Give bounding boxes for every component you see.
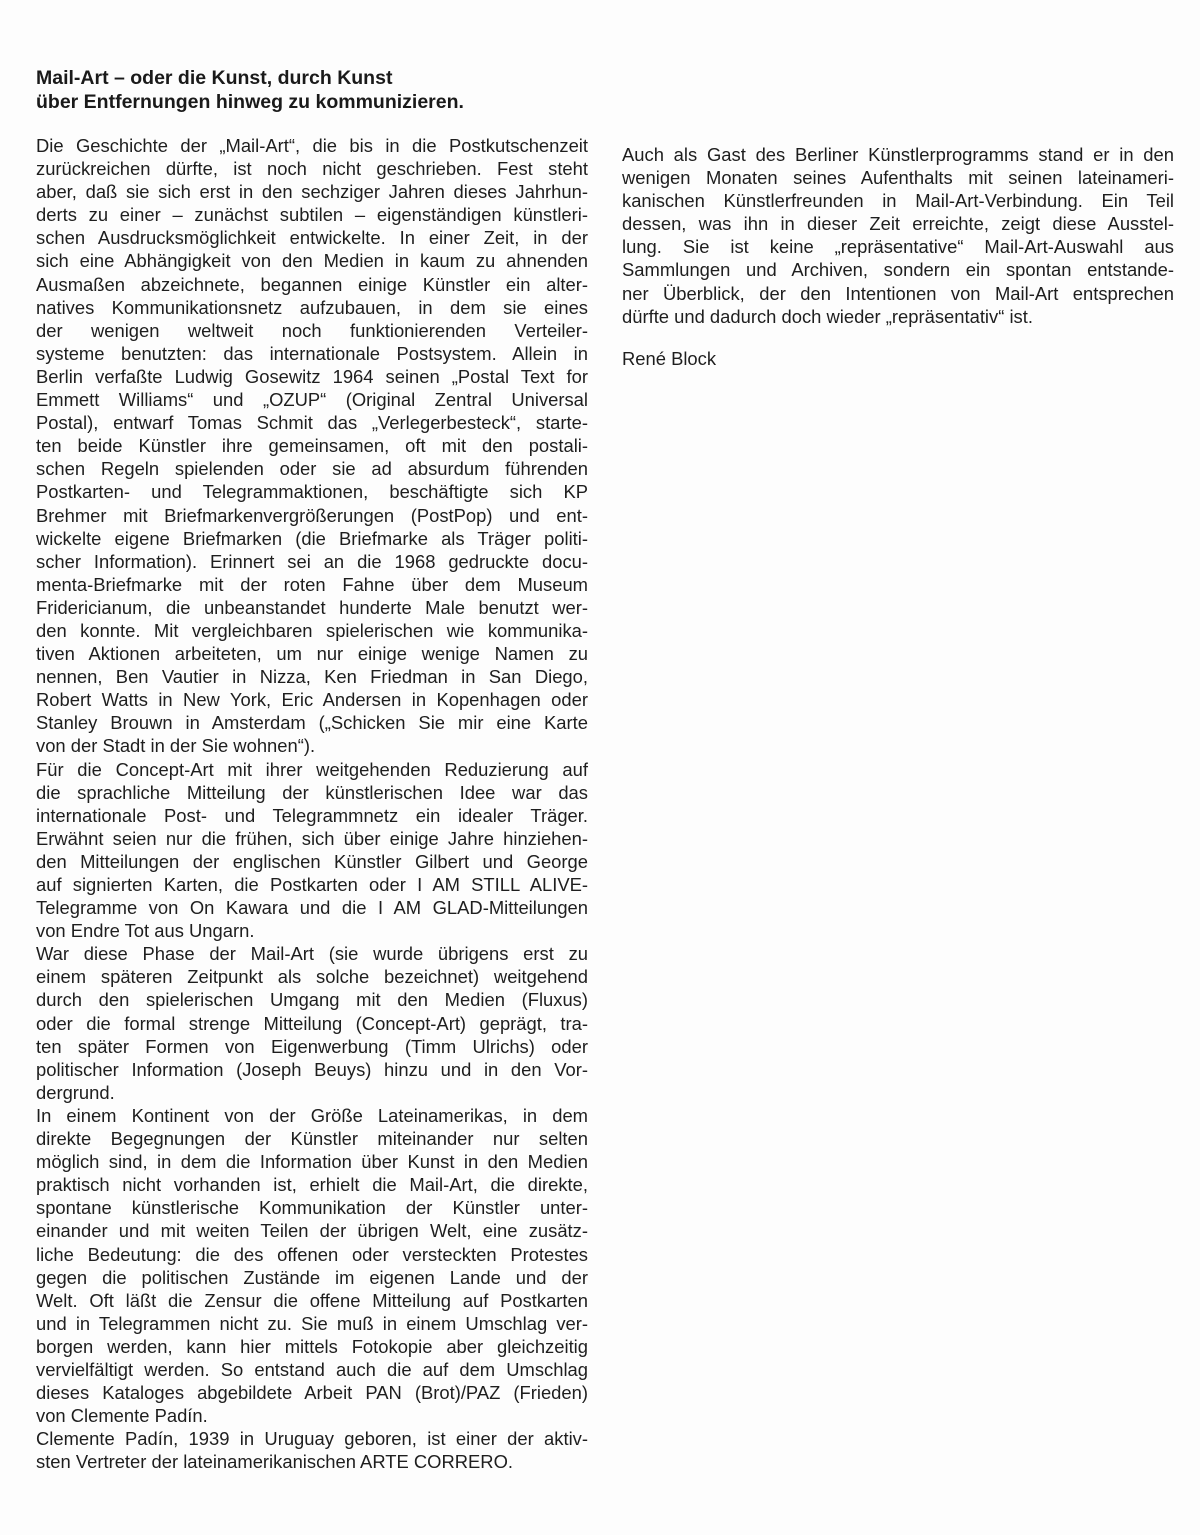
text-line: sten Vertreter der lateinamerikanischen ARTE CORRERO. xyxy=(36,1451,513,1473)
text-line: internationale Post- und Telegrammnetz ein idealer Träger. xyxy=(36,804,588,826)
left-text-column xyxy=(36,134,588,1473)
text-line: kanischen Künstlerfreunden in Mail-Art-Verbindung. Ein Teil xyxy=(622,190,1174,212)
text-line: Clemente Padín, 1939 in Uruguay geboren, ist einer der aktiv- xyxy=(36,1428,588,1450)
text-line: natives Kommunikationsnetz aufzubauen, in dem sie eines xyxy=(36,296,588,318)
text-line: In einem Kontinent von der Größe Lateinamerikas, in dem xyxy=(36,1104,588,1126)
text-line: von der Stadt in der Sie wohnen“). xyxy=(36,735,316,757)
text-line: tiven Aktionen arbeiteten, um nur einige wenige Namen zu xyxy=(36,643,588,665)
paragraph xyxy=(36,1427,588,1473)
text-line: derts zu einer – zunächst subtilen – eigenständigen künstleri- xyxy=(36,204,588,226)
text-line: Erwähnt seien nur die frühen, sich über einige Jahre hinziehen- xyxy=(36,827,588,849)
text-line: durch den spielerischen Umgang mit den Medien (Fluxus) xyxy=(36,989,588,1011)
text-line: spontane künstlerische Kommunikation der Künstler unter- xyxy=(36,1197,588,1219)
text-line: praktisch nicht vorhanden ist, erhielt die Mail-Art, die direkte, xyxy=(36,1174,588,1196)
text-line: wenigen Monaten seines Aufenthalts mit seinen lateinameri- xyxy=(622,167,1174,189)
text-line: Für die Concept-Art mit ihrer weitgehenden Reduzierung auf xyxy=(36,758,588,780)
text-line: War diese Phase der Mail-Art (sie wurde übrigens erst zu xyxy=(36,943,588,965)
text-line: oder die formal strenge Mitteilung (Concept-Art) geprägt, tra- xyxy=(36,1012,588,1034)
text-line: zurückreichen dürfte, ist noch nicht geschrieben. Fest steht xyxy=(36,158,588,180)
paragraph xyxy=(622,143,1174,328)
text-line: Emmett Williams“ und „OZUP“ (Original Zentral Universal xyxy=(36,389,588,411)
text-line: politischer Information (Joseph Beuys) hinzu und in den Vor- xyxy=(36,1058,588,1080)
text-line: Berlin verfaßte Ludwig Gosewitz 1964 seinen „Postal Text for xyxy=(36,365,588,387)
text-line: Brehmer mit Briefmarkenvergrößerungen (PostPop) und ent- xyxy=(36,504,588,526)
text-line: aber, daß sie sich erst in den sechziger Jahren dieses Jahrhun- xyxy=(36,181,588,203)
text-line: Welt. Oft läßt die Zensur die offene Mitteilung auf Postkarten xyxy=(36,1289,588,1311)
text-line: Telegramme von On Kawara und die I AM GLAD-Mitteilungen xyxy=(36,897,588,919)
text-line: Stanley Brouwn in Amsterdam („Schicken Sie mir eine Karte xyxy=(36,712,588,734)
text-line: schen Regeln spielenden oder sie ad absurdum führenden xyxy=(36,458,588,480)
text-line: Die Geschichte der „Mail-Art“, die bis in die Postkutschenzeit xyxy=(36,135,588,156)
article-title xyxy=(36,66,596,114)
text-line: menta-Briefmarke mit der roten Fahne über dem Museum xyxy=(36,573,588,595)
text-line: Fridericianum, die unbeanstandet hunderte Male benutzt wer- xyxy=(36,596,588,618)
right-column-body xyxy=(622,143,1174,328)
text-line: vervielfältigt werden. So entstand auch die auf dem Umschlag xyxy=(36,1358,588,1380)
text-line: den Mitteilungen der englischen Künstler Gilbert und George xyxy=(36,850,588,872)
text-line: und in Telegrammen nicht zu. Sie muß in einem Umschlag ver- xyxy=(36,1312,588,1334)
text-line: dürfte und dadurch doch wieder „repräsentativ“ ist. xyxy=(622,305,1033,327)
text-line: auf signierten Karten, die Postkarten oder I AM STILL ALIVE- xyxy=(36,874,588,895)
text-line: einem späteren Zeitpunkt als solche bezeichnet) weitgehend xyxy=(36,966,588,988)
text-line: Sammlungen und Archiven, sondern ein spontan entstande- xyxy=(622,259,1174,281)
text-line: ten später Formen von Eigenwerbung (Timm Ulrichs) oder xyxy=(36,1035,588,1057)
text-line: scher Information). Erinnert sei an die 1968 gedruckte docu- xyxy=(36,550,588,572)
text-line: ner Überblick, der den Intentionen von Mail-Art entsprechen xyxy=(622,282,1174,304)
right-text-column xyxy=(622,143,1174,370)
title-line: über Entfernungen hinweg zu kommunizieren. xyxy=(36,91,464,113)
text-line: lung. Sie ist keine „repräsentative“ Mail-Art-Auswahl aus xyxy=(622,236,1174,258)
text-line: Ausmaßen abzeichnete, begannen einige Künstler ein alter- xyxy=(36,273,588,295)
text-line: von Endre Tot aus Ungarn. xyxy=(36,920,255,942)
text-line: sich eine Abhängigkeit von den Medien in kaum zu ahnenden xyxy=(36,250,588,272)
author-signature: René Block xyxy=(622,347,717,369)
text-line: wickelte eigene Briefmarken (die Briefmarke als Träger politi- xyxy=(36,527,588,549)
paragraph xyxy=(36,942,588,1104)
paragraph xyxy=(36,758,588,943)
text-line: dessen, was ihn in dieser Zeit erreichte, zeigt diese Ausstel- xyxy=(622,213,1174,235)
text-line: borgen werden, kann hier mittels Fotokopie aber gleichzeitig xyxy=(36,1335,588,1357)
text-line: die sprachliche Mitteilung der künstlerischen Idee war das xyxy=(36,781,588,803)
text-line: gegen die politischen Zustände im eigenen Lande und der xyxy=(36,1266,588,1288)
title-line: Mail-Art – oder die Kunst, durch Kunst xyxy=(36,67,393,89)
text-line: dieses Kataloges abgebildete Arbeit PAN (Brot)/PAZ (Frieden) xyxy=(36,1382,588,1404)
text-line: schen Ausdrucksmöglichkeit entwickelte. In einer Zeit, in der xyxy=(36,227,588,249)
text-line: ten beide Künstler ihre gemeinsamen, oft mit den postali- xyxy=(36,435,588,457)
paragraph xyxy=(36,1104,588,1427)
text-line: liche Bedeutung: die des offenen oder versteckten Protestes xyxy=(36,1243,588,1265)
text-line: den konnte. Mit vergleichbaren spielerischen wie kommunika- xyxy=(36,619,588,641)
text-line: der wenigen weltweit noch funktionierenden Verteiler- xyxy=(36,319,588,341)
text-line: einander und mit weiten Teilen der übrigen Welt, eine zusätz- xyxy=(36,1220,588,1242)
text-line: nennen, Ben Vautier in Nizza, Ken Friedman in San Diego, xyxy=(36,666,588,688)
text-line: direkte Begegnungen der Künstler miteinander nur selten xyxy=(36,1128,588,1150)
text-line: Auch als Gast des Berliner Künstlerprogramms stand er in den xyxy=(622,144,1174,165)
text-line: systeme benutzten: das internationale Postsystem. Allein in xyxy=(36,342,588,364)
text-line: von Clemente Padín. xyxy=(36,1405,208,1427)
text-line: möglich sind, in dem die Information über Kunst in den Medien xyxy=(36,1151,588,1173)
text-line: Postkarten- und Telegrammaktionen, beschäftigte sich KP xyxy=(36,481,588,503)
text-line: Robert Watts in New York, Eric Andersen in Kopenhagen oder xyxy=(36,689,588,711)
paragraph xyxy=(36,134,588,758)
text-line: dergrund. xyxy=(36,1081,115,1103)
text-line: Postal), entwarf Tomas Schmit das „Verlegerbesteck“, starte- xyxy=(36,412,588,434)
